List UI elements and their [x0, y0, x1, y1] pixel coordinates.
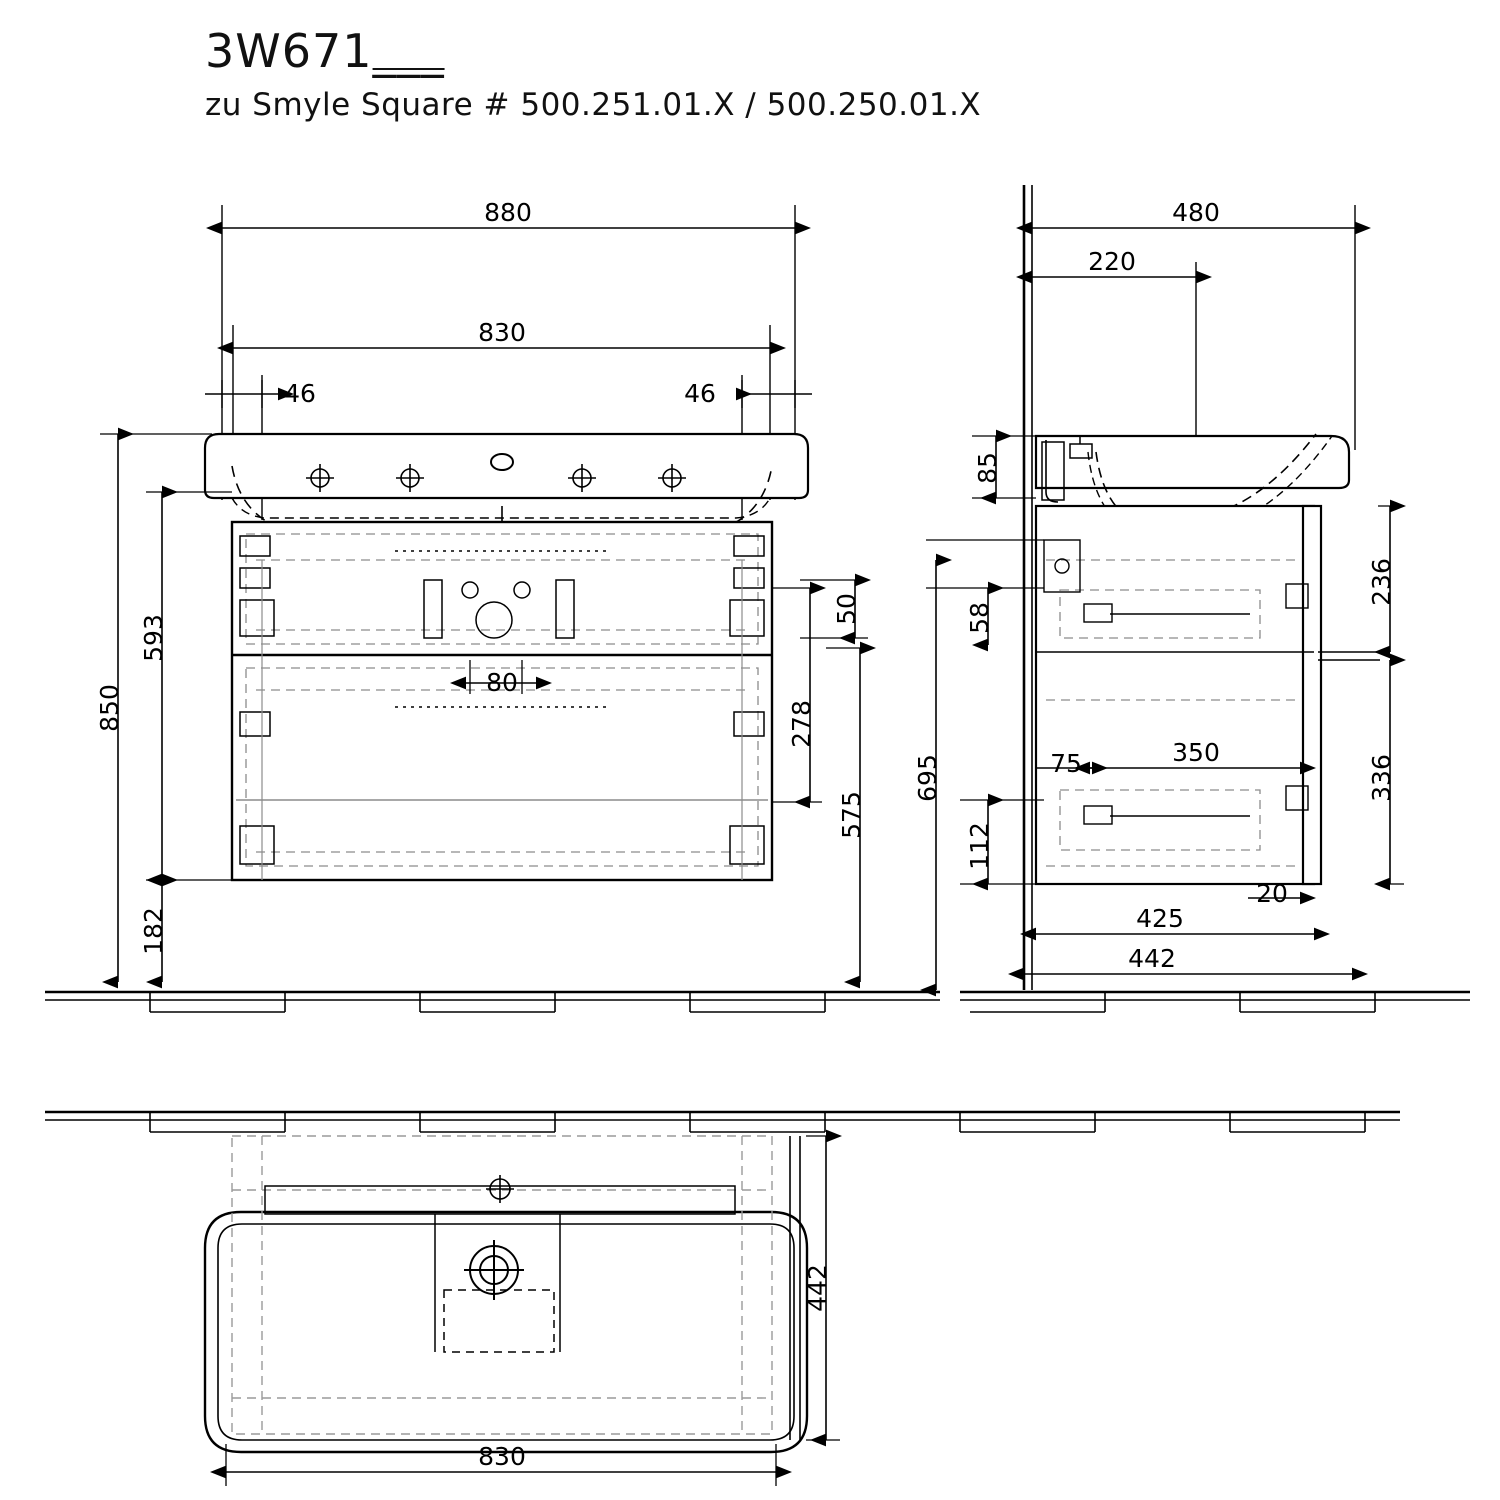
- dim-880-label: 880: [484, 198, 532, 227]
- dim-278-label: 278: [787, 700, 816, 748]
- dim-880: [222, 198, 795, 228]
- dim-695: [913, 560, 942, 990]
- side-section-view: [913, 185, 1470, 1012]
- dim-480: [1032, 198, 1355, 228]
- dim-80-label: 80: [486, 668, 518, 697]
- dim-850: [95, 434, 212, 982]
- dim-85: [972, 436, 1036, 498]
- dim-236: [1367, 506, 1404, 652]
- dim-442-plan-label: 442: [803, 1264, 832, 1312]
- dim-425: [1036, 904, 1314, 934]
- dim-593-label: 593: [139, 614, 168, 662]
- dim-480-label: 480: [1172, 198, 1220, 227]
- drawing-subtitle: zu Smyle Square # 500.251.01.X / 500.250.01.X: [205, 87, 982, 123]
- dim-575-label: 575: [837, 791, 866, 839]
- drawing-title-text: 3W671: [205, 24, 373, 78]
- drawing-title-suffix: ___: [372, 24, 445, 78]
- dim-220: [1032, 247, 1196, 277]
- dim-58: [926, 540, 1044, 645]
- dim-442-plan: [803, 1136, 840, 1440]
- dim-278: [772, 588, 822, 802]
- dim-46-right: [684, 379, 812, 408]
- floor-line-side: [960, 992, 1470, 1012]
- dim-85-label: 85: [973, 452, 1002, 484]
- dim-830-plan-label: 830: [478, 1442, 526, 1471]
- floor-line-front: [45, 992, 940, 1012]
- dim-112-label: 112: [965, 822, 994, 870]
- dim-350-label: 350: [1172, 738, 1220, 767]
- dim-442-side: [1024, 944, 1352, 974]
- dim-442-side-label: 442: [1128, 944, 1176, 973]
- dim-20-label: 20: [1256, 879, 1288, 908]
- dim-46-left: [205, 379, 316, 408]
- dim-75-label: 75: [1050, 749, 1082, 778]
- washbasin-plan: [205, 1136, 807, 1452]
- dim-182-label: 182: [139, 907, 168, 955]
- top-plan-view: [45, 1112, 1400, 1486]
- dim-46-left-label: 46: [284, 379, 316, 408]
- dim-182: [139, 880, 232, 982]
- dim-236-label: 236: [1367, 558, 1396, 606]
- dim-575: [826, 648, 872, 982]
- dim-50-label: 50: [832, 593, 861, 625]
- dim-46-right-label: 46: [684, 379, 716, 408]
- dim-593: [139, 492, 232, 880]
- dim-336-label: 336: [1367, 754, 1396, 802]
- dim-58-label: 58: [965, 602, 994, 634]
- front-elevation-view: [45, 198, 940, 1012]
- dim-850-label: 850: [95, 684, 124, 732]
- wall-line-top: [45, 1112, 1400, 1132]
- cabinet-side-body: [1036, 506, 1380, 884]
- dim-220-label: 220: [1088, 247, 1136, 276]
- dim-830-front-label: 830: [478, 318, 526, 347]
- dim-830-front: [233, 318, 770, 348]
- dim-425-label: 425: [1136, 904, 1184, 933]
- dim-695-label: 695: [913, 754, 942, 802]
- dim-336: [1367, 660, 1404, 884]
- cabinet-front-body: [232, 522, 772, 880]
